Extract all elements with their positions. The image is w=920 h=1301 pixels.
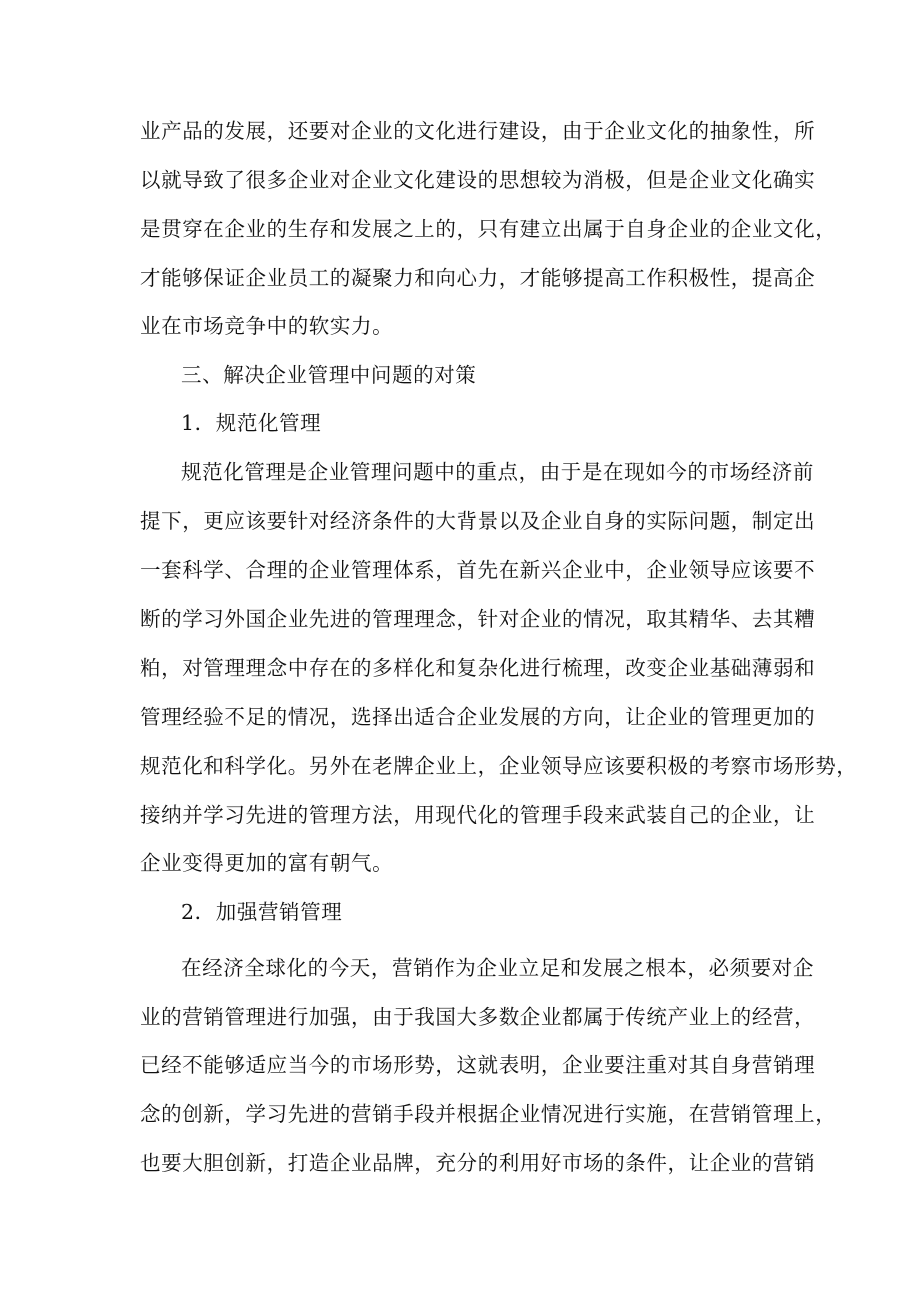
text-line: 一套科学、合理的企业管理体系，首先在新兴企业中，企业领导应该要不 bbox=[140, 558, 816, 582]
text-line: 粕，对管理理念中存在的多样化和复杂化进行梳理，改变企业基础薄弱和 bbox=[140, 656, 816, 680]
text-line: 提下，更应该要针对经济条件的大背景以及企业自身的实际问题，制定出 bbox=[140, 509, 816, 533]
section-heading: 三、解决企业管理中问题的对策 bbox=[181, 363, 477, 387]
text-line: 也要大胆创新，打造企业品牌，充分的利用好市场的条件，让企业的营销 bbox=[140, 1151, 816, 1175]
text-line: 在经济全球化的今天，营销作为企业立足和发展之根本，必须要对企 bbox=[181, 956, 814, 980]
text-line: 企业变得更加的富有朝气。 bbox=[140, 851, 394, 875]
text-line: 才能够保证企业员工的凝聚力和向心力，才能够提高工作积极性，提高企 bbox=[140, 266, 816, 290]
text-line: 业产品的发展，还要对企业的文化进行建设，由于企业文化的抽象性，所 bbox=[140, 119, 816, 143]
text-line: 业在市场竞争中的软实力。 bbox=[140, 314, 394, 338]
text-line: 接纳并学习先进的管理方法，用现代化的管理手段来武装自己的企业，让 bbox=[140, 803, 816, 827]
text-line: 管理经验不足的情况，选择出适合企业发展的方向，让企业的管理更加的 bbox=[140, 705, 816, 729]
text-line: 规范化和科学化。另外在老牌企业上，企业领导应该要积极的考察市场形势， bbox=[140, 754, 858, 778]
text-line: 以就导致了很多企业对企业文化建设的思想较为消极，但是企业文化确实 bbox=[140, 168, 816, 192]
text-line: 已经不能够适应当今的市场形势，这就表明，企业要注重对其自身营销理 bbox=[140, 1053, 816, 1077]
text-line: 断的学习外国企业先进的管理理念，针对企业的情况，取其精华、去其糟 bbox=[140, 607, 816, 631]
text-line: 是贯穿在企业的生存和发展之上的，只有建立出属于自身企业的企业文化， bbox=[140, 217, 837, 241]
text-line: 业的营销管理进行加强，由于我国大多数企业都属于传统产业上的经营， bbox=[140, 1005, 816, 1029]
text-line: 念的创新，学习先进的营销手段并根据企业情况进行实施，在营销管理上， bbox=[140, 1102, 837, 1126]
subsection-heading: 2．加强营销管理 bbox=[181, 900, 343, 924]
subsection-heading: 1．规范化管理 bbox=[181, 411, 322, 435]
text-line: 规范化管理是企业管理问题中的重点，由于是在现如今的市场经济前 bbox=[181, 460, 814, 484]
